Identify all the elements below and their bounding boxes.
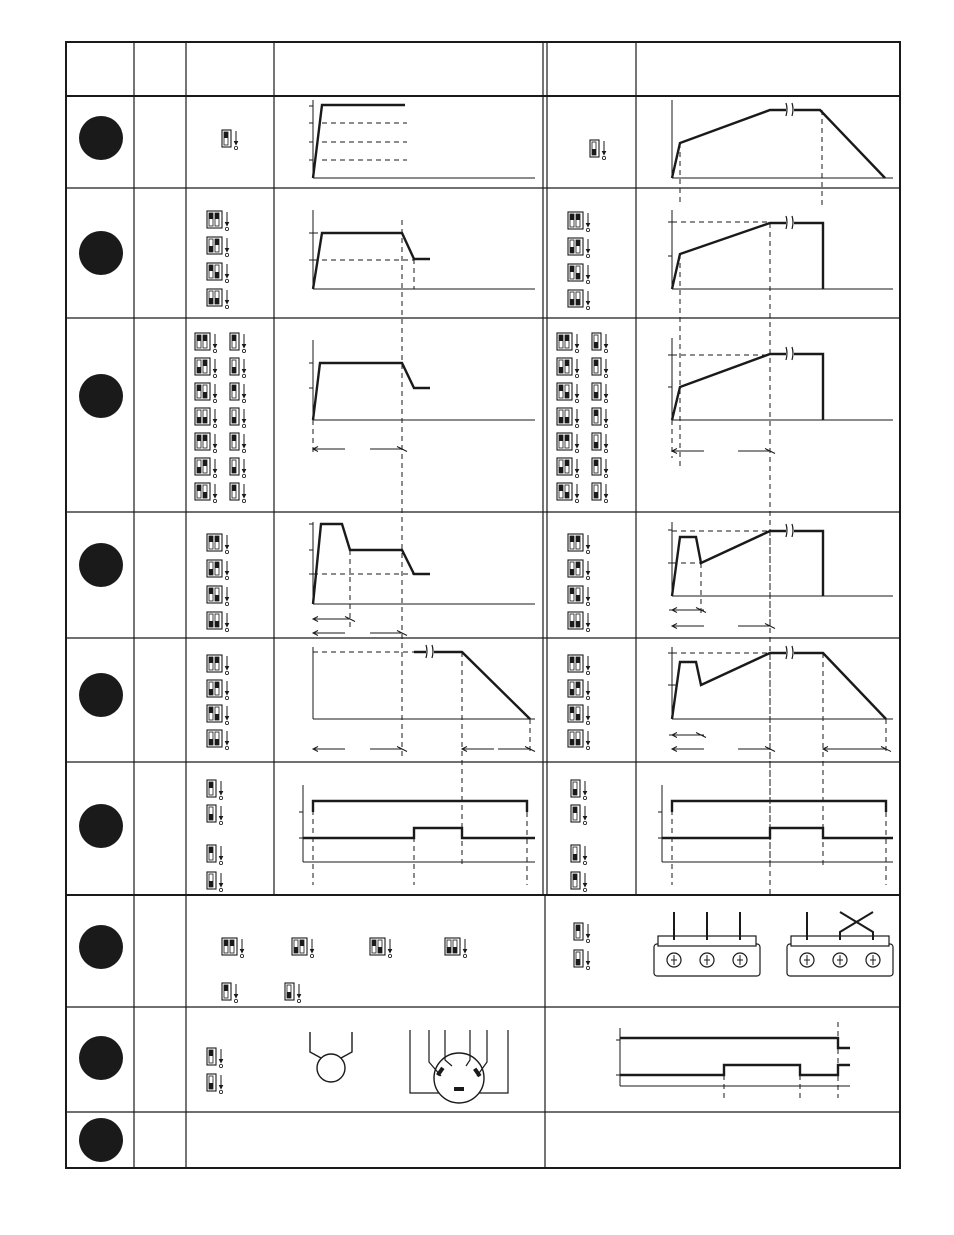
dip-switch-icon (445, 938, 467, 958)
dip-switch-icon (222, 938, 244, 958)
table-frame (66, 42, 900, 1168)
dip-switch-icon (207, 534, 229, 554)
dip-switch-icon (574, 923, 590, 943)
dip-switch-icon (207, 730, 229, 750)
dip-switch-icon (230, 458, 246, 478)
dip-switch-icon (568, 705, 590, 725)
dip-switch-icon (207, 680, 229, 700)
dip-switch-icon (207, 289, 229, 309)
dip-switch-icon (568, 212, 590, 232)
time-interval-arrow (462, 747, 535, 752)
dip-switch-icon (207, 705, 229, 725)
terminal-block-icon (654, 912, 760, 976)
dip-switch-icon (207, 805, 223, 825)
waveform-trace (313, 363, 430, 420)
time-interval-arrow (672, 449, 775, 454)
dip-switch-icon (207, 237, 229, 257)
filled-circle-marker-icon (79, 116, 123, 160)
break-mark-icon (786, 646, 794, 659)
dip-switch-icon (207, 612, 229, 632)
time-interval-arrow (313, 631, 407, 636)
filled-circle-marker-icon (79, 925, 123, 969)
filled-circle-marker-icon (79, 1118, 123, 1162)
dip-switch-icon (557, 433, 579, 453)
time-interval-arrow (313, 747, 407, 752)
dip-switch-icon (222, 130, 238, 150)
dip-switch-icon (571, 872, 587, 892)
dip-switch-icon (557, 458, 579, 478)
dip-switch-icon (568, 264, 590, 284)
dip-switch-icon (195, 383, 217, 403)
dip-switch-icon (230, 408, 246, 428)
dip-switch-icon (195, 483, 217, 503)
break-mark-icon (786, 216, 794, 229)
dip-switch-icon (592, 383, 608, 403)
waveform-trace (313, 801, 527, 812)
dip-switch-icon (207, 780, 223, 800)
dip-switch-icon (592, 483, 608, 503)
dip-switch-icon (195, 408, 217, 428)
waveform-trace (313, 233, 430, 289)
dip-switch-icon (592, 333, 608, 353)
waveform-trace (672, 354, 823, 420)
waveform-trace (303, 828, 535, 838)
time-interval-arrow (823, 747, 891, 752)
waveform-trace (414, 652, 530, 719)
dip-switch-icon (571, 805, 587, 825)
output-timing-diagram (616, 1028, 850, 1086)
dip-switch-icon (557, 408, 579, 428)
waveform-trace (313, 524, 430, 604)
row-markers (79, 116, 123, 1162)
filled-circle-marker-icon (79, 1036, 123, 1080)
break-mark-icon (786, 347, 794, 360)
dip-switch-icon (571, 845, 587, 865)
dip-switch-icon (557, 483, 579, 503)
dip-switch-icon (207, 845, 223, 865)
break-mark-icon (786, 524, 794, 537)
time-interval-arrow (672, 747, 775, 752)
dip-switch-icon (574, 950, 590, 970)
waveform-trace (662, 828, 893, 838)
dip-switch-icon (195, 358, 217, 378)
dip-switch-icon (230, 333, 246, 353)
dip-switch-icon (230, 433, 246, 453)
table-grid (66, 42, 900, 1168)
dip-switch-icon (207, 655, 229, 675)
dip-switch-icon (568, 290, 590, 310)
filled-circle-marker-icon (79, 543, 123, 587)
dip-switch-icon (207, 1048, 223, 1068)
waveform-trace (672, 801, 886, 812)
dip-switch-icon (592, 433, 608, 453)
dip-switch-icon (195, 458, 217, 478)
time-interval-arrow (669, 608, 706, 613)
dip-switch-icon (207, 1074, 223, 1094)
dip-switch-icon (568, 655, 590, 675)
waveform-trace (672, 653, 886, 719)
dip-switch-icon (557, 358, 579, 378)
dip-switch-icon (568, 680, 590, 700)
filled-circle-marker-icon (79, 374, 123, 418)
filled-circle-marker-icon (79, 804, 123, 848)
dip-switch-icon (592, 408, 608, 428)
dip-switch-icon (568, 612, 590, 632)
dip-switch-icon (568, 730, 590, 750)
time-interval-arrow (313, 447, 407, 452)
dip-switch-icon (568, 534, 590, 554)
dip-switch-icon (557, 383, 579, 403)
dip-switch-icon (370, 938, 392, 958)
dip-switch-icon (222, 983, 238, 1003)
dip-switch-icon (292, 938, 314, 958)
filled-circle-marker-icon (79, 673, 123, 717)
dip-switch-icon (195, 333, 217, 353)
time-interval-arrow (313, 617, 355, 622)
time-interval-arrow (672, 624, 775, 629)
dip-switch-icon (285, 983, 301, 1003)
dip-switch-icon (592, 358, 608, 378)
terminal-block-icon (787, 912, 893, 976)
dip-switch-icon (590, 140, 606, 160)
dip-switch-icon (195, 433, 217, 453)
waveform-trace (672, 223, 823, 289)
dip-switch-icon (230, 383, 246, 403)
dip-switch-icon (592, 458, 608, 478)
dip-switch-icon (207, 263, 229, 283)
dip-switch-icon (557, 333, 579, 353)
dip-switch-icon (207, 586, 229, 606)
dip-switch-icon (207, 872, 223, 892)
dip-switch-icon (568, 238, 590, 258)
break-mark-icon (786, 103, 794, 116)
dip-switch-icon (207, 211, 229, 231)
time-interval-arrow (669, 733, 706, 738)
waveform-trace (672, 110, 885, 178)
dip-switch-icon (230, 483, 246, 503)
three-phase-motor-icon (410, 1030, 508, 1103)
filled-circle-marker-icon (79, 231, 123, 275)
dip-switch-icon (568, 560, 590, 580)
dip-switch-icon (571, 780, 587, 800)
motor-icon (310, 1032, 352, 1082)
dip-switch-icon (207, 560, 229, 580)
dip-switch-icon (230, 358, 246, 378)
break-mark-icon (426, 645, 434, 658)
dip-switch-icon (568, 586, 590, 606)
